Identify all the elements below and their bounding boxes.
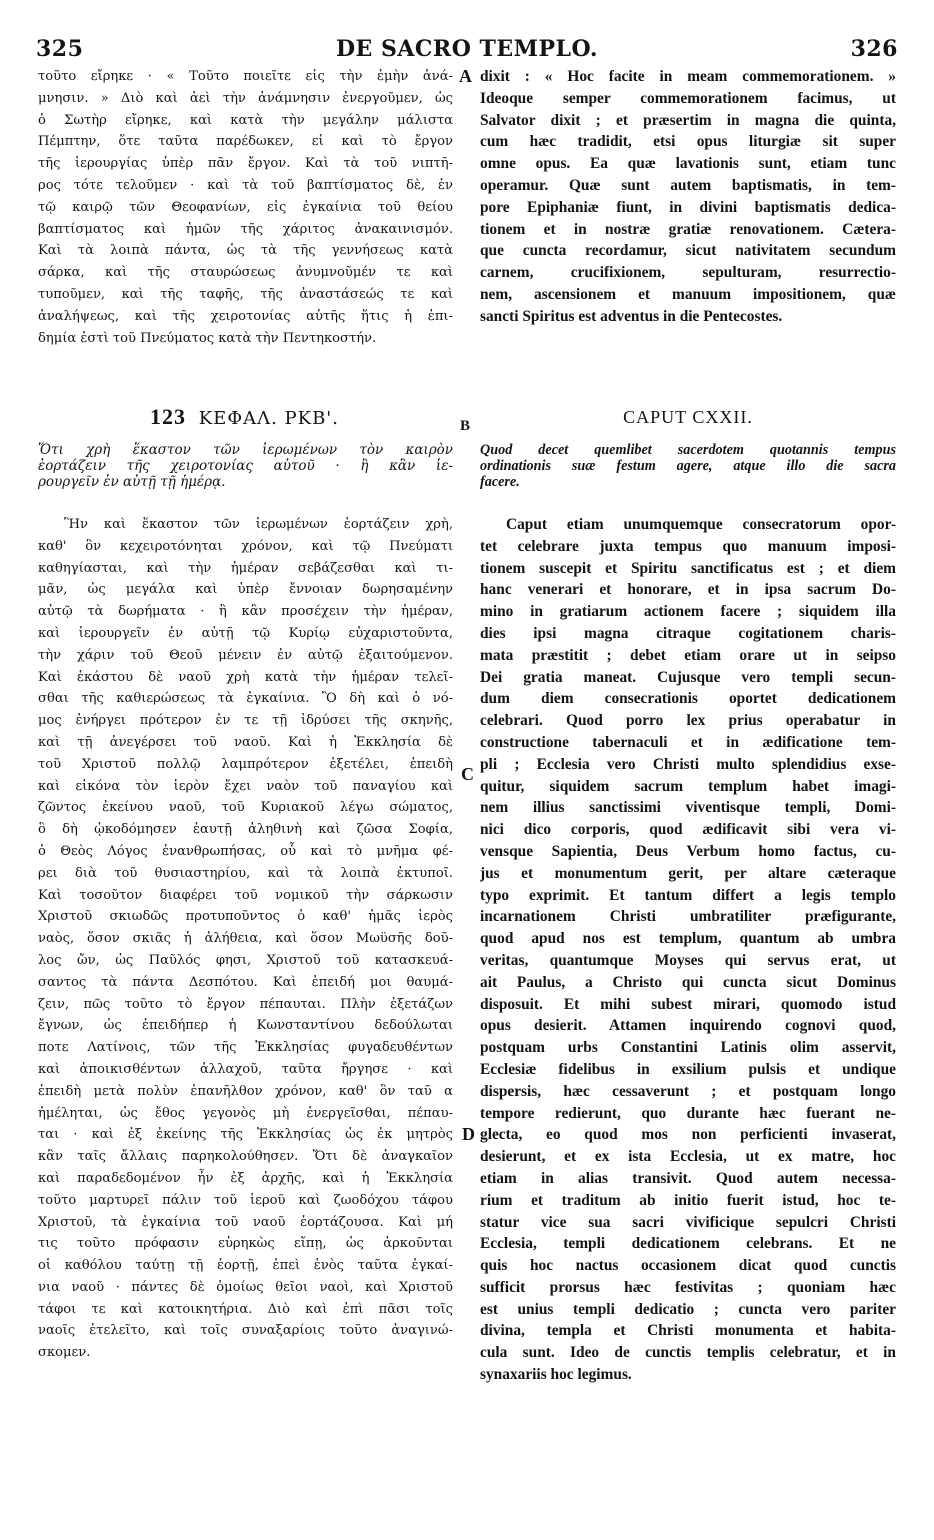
text-line: τάφοι τε καὶ κατοικητήρια. Διὸ καὶ ἐπὶ πᾶσι τοῖς xyxy=(38,1301,453,1317)
margin-letter-b: B xyxy=(460,418,471,434)
text-line: typo exprimit. Et tantum differt a legis templo xyxy=(480,886,896,904)
latin-text-top xyxy=(480,66,896,356)
chapter-number: 123 xyxy=(150,404,186,429)
text-line: σθαι τῆς καθιερώσεως τὰ ἐγκαίνια. Ὃ δὴ καὶ ὁ νό- xyxy=(38,691,453,707)
text-line: καὶ ἀποικισθέντων ἀλλαχοῦ, ταῦτα ἤργησε · καὶ xyxy=(38,1061,453,1077)
text-line: Salvator dixit ; et præsertim in magna die quinta, xyxy=(480,111,896,129)
text-line: opus desierit. Attamen inquirendo cognovi quod, xyxy=(480,1017,896,1035)
text-line: desierunt, et ex ista Ecclesia, ut ex matre, hoc xyxy=(480,1148,896,1166)
text-line: νια ναοῦ · πάντες δὲ ὁμοίως θεῖοι ναοὶ, καὶ Χριστοῦ xyxy=(38,1279,453,1295)
text-line: tet celebrare juxta tempus quo manuum imposi- xyxy=(480,537,896,555)
text-line: que cuncta recordamur, sicut nativitatem secundum xyxy=(480,242,896,260)
chapter-heading-greek xyxy=(150,402,420,432)
text-line: καὶ εἰκόνα τὸν ἱερὸν ἔχει ναὸν τοῦ παναγίου καὶ xyxy=(38,778,453,794)
text-line: ἀναλήψεως, καὶ τῆς χειροτονίας αὐτῆς ἥτις ἡ ἐπι- xyxy=(38,308,453,324)
text-line: carnem, crucifixionem, sepulturam, resurrectio- xyxy=(480,264,896,282)
text-line: nem, ascensionem et manuum impositionem, quæ xyxy=(480,285,896,303)
text-line: σάρκα, καὶ τῆς σταυρώσεως ἀνυμνοῦμέν τε καὶ xyxy=(38,265,453,281)
text-line: constructione tabernaculi et in ædificatione tem- xyxy=(480,733,896,751)
text-line: nem illius sanctissimi viventisque templi, Domi- xyxy=(480,799,896,817)
text-line: sancti Spiritus est adventus in die Pentecostes. xyxy=(480,307,783,325)
text-line: ναοῖς ἐτελεῖτο, καὶ τοῖς συναξαρίοις τοῦτο ἀναγινώ- xyxy=(38,1323,453,1339)
text-line: τοῦτο μαρτυρεῖ πάλιν τοῦ ἱεροῦ καὶ ζωοδόχου τάφου xyxy=(38,1192,453,1208)
text-line: τυποῦμεν, καὶ τῆς ταφῆς, τῆς ἀναστάσεώς τε καὶ xyxy=(38,286,453,302)
summary-line: Ὅτι χρὴ ἕκαστον τῶν ἱερωμένων τὸν καιρὸν xyxy=(38,442,453,458)
text-line: ζῶντος ἐκείνου ναοῦ, τοῦ Κυριακοῦ λέγω σώματος, xyxy=(38,800,453,816)
text-line: disposuit. Et mihi subest mirari, quomodo istud xyxy=(480,995,896,1013)
text-line: cula sunt. Ideo de cunctis templis celebratur, et in xyxy=(480,1344,896,1362)
text-line: ait Paulus, a Christo qui cuncta sicut Dominus xyxy=(480,973,896,991)
text-line: σαντος τὰ πάντα Δεσπότου. Καὶ ἐπειδή μοι θαυμά- xyxy=(38,974,453,990)
text-line: nici dico corporis, quod ædificavit sibi vera vi- xyxy=(480,821,896,839)
text-line: ζειν, πῶς τοῦτο τὸ ἔργον πέπαυται. Πλὴν ἐξετάζων xyxy=(38,996,453,1012)
text-line: Caput etiam unumquemque consecratorum opor- xyxy=(506,516,896,533)
latin-text-main xyxy=(480,514,896,1514)
summary-line: facere. xyxy=(480,474,520,490)
text-line: Πέμπτην, ὅτε ταῦτα παρέδωκεν, εἰ καὶ τὸ ἔργον xyxy=(38,134,453,150)
text-line: δημία ἐστὶ τοῦ Πνεύματος κατὰ τὴν Πεντηκοστήν. xyxy=(38,330,377,346)
text-line: est unius templi dedicatio ; cuncta vero pariter xyxy=(480,1300,896,1318)
text-line: quitur, siquidem sacrum templum habet imagi- xyxy=(480,777,896,795)
chapter-title-greek: ΚΕΦΑΛ. ΡΚΒ'. xyxy=(198,408,339,429)
text-line: ὃ δὴ ᾠκοδόμησεν ἑαυτῇ ἀληθινὴ καὶ ζῶσα Σοφία, xyxy=(38,822,453,838)
text-line: ρος τότε τελοῦμεν · καὶ τὰ τοῦ βαπτίσματος δὲ, ἐν xyxy=(38,177,453,193)
text-line: τῷ καιρῷ τῶν Θεοφανίων, εἰς ἐγκαίνια τοῦ θείου xyxy=(38,199,453,215)
text-line: καθ' ὃν κεχειροτόνηται χρόνον, καὶ τῷ Πνεύματι xyxy=(38,538,453,554)
text-line: ρει διὰ τοῦ θυσιαστηρίου, καὶ τὰ λοιπὰ ἐκτυποῖ. xyxy=(38,865,453,881)
text-line: Dei gratia maneat. Cujusque vero templi secun- xyxy=(480,668,896,686)
text-line: τοῦ Χριστοῦ πολλῷ λαμπρότερον ἐξετέλει, ἐπειδὴ xyxy=(38,756,453,772)
text-line: λος ὤν, ὡς Παῦλός φησι, Χριστοῦ τοῦ κατασκευά- xyxy=(38,952,453,968)
text-line: ὁ Θεὸς Λόγος ἐνανθρωπήσας, οὗ καὶ τὸ μνῆμα φέ- xyxy=(38,843,453,859)
text-line: glecta, eo quod mos non perficienti invaserat, xyxy=(480,1126,896,1144)
text-line: pli ; Ecclesia vero Christi multo splendidius exse- xyxy=(480,755,896,773)
text-line: cum hæc tradidit, etsi opus liturgiæ sit super xyxy=(480,133,896,151)
summary-line: ρουργεῖν ἐν αὐτῇ τῇ ἡμέρᾳ. xyxy=(38,474,226,490)
text-line: veritas, quantumque Moyses qui servus erat, ut xyxy=(480,951,896,969)
text-line: Ideoque semper commemorationem facimus, ut xyxy=(480,89,896,107)
text-line: mata præstitit ; debet etiam orare ut in seipso xyxy=(480,646,896,664)
text-line: ἔγνων, ὡς ἐπειδήπερ ἡ Κωνσταντίνου δεδούλωται xyxy=(38,1018,453,1034)
text-line: tionem suscepit et Spiritu sanctificatus est ; et diem xyxy=(480,559,896,577)
text-line: μνησιν. » Διὸ καὶ ἀεὶ τὴν ἀνάμνησιν ἐνεργοῦμεν, ὡς xyxy=(38,90,453,106)
text-line: quod apud nos est templum, quantum ab umbra xyxy=(480,930,896,948)
text-line: hanc venerari et honorare, et in ipsa sacrum Do- xyxy=(480,581,896,599)
page-header xyxy=(36,36,898,66)
margin-letter-d: D xyxy=(462,1124,475,1144)
text-line: tempore redierunt, quo durante hæc fuerant ne- xyxy=(480,1104,896,1122)
text-line: rium et traditum ab initio fuerit istud, hoc te- xyxy=(480,1191,896,1209)
margin-letter-a: A xyxy=(459,66,472,86)
text-line: Καὶ τοσοῦτον διαφέρει τοῦ νομικοῦ τὴν σάρκωσιν xyxy=(38,887,453,903)
text-line: καὶ τῇ ἀνεγέρσει τοῦ ναοῦ. Καὶ ἡ Ἐκκλησία δὲ xyxy=(38,734,453,750)
text-line: τῆς ἱερουργίας ὑπὲρ πᾶν ἔργον. Καὶ τὰ τοῦ νιπτῆ- xyxy=(38,156,453,172)
greek-text-main xyxy=(38,514,453,1514)
text-line: ναὸς, ὅσον σκιᾶς ἡ ἀλήθεια, καὶ ὅσον Μωϋσῆς δοῦ- xyxy=(38,931,453,947)
text-line: mino in gratiarum actionem facere ; siquidem illa xyxy=(480,603,896,621)
chapter-heading-latin: CAPUT CXXII. xyxy=(623,407,753,427)
text-line: ποτε Λατίνοις, τῶν τῆς Ἐκκλησίας φυγαδευθέντων xyxy=(38,1040,453,1056)
text-line: Χριστοῦ, τὰ ἐγκαίνια τοῦ ναοῦ ἑορτάζουσα. Καὶ μή xyxy=(38,1214,453,1230)
chapter-summary-latin xyxy=(480,442,896,506)
text-line: etiam in alias transivit. Quod autem necessa- xyxy=(480,1169,896,1187)
text-line: vensque Sapientia, Deus Verbum homo factus, cu- xyxy=(480,842,896,860)
text-line: τις τοῦτο πρόφασιν εὑρηκὼς εἴπῃ, ὡς ἀρκοῦνται xyxy=(38,1236,453,1252)
text-line: celebrari. Quod porro lex prius operabatur in xyxy=(480,712,896,730)
text-line: σκομεν. xyxy=(38,1345,91,1361)
text-line: postquam urbs Constantini Latinis olim asservit, xyxy=(480,1039,896,1057)
page-number-right: 326 xyxy=(850,36,898,62)
text-line: μος ἐνήργει πρότερον ἐν τε τῇ ἱδρύσει τῆς σκηνῆς, xyxy=(38,713,453,729)
text-line: statur vice sua sacri vivificique sepulcri Christi xyxy=(480,1213,896,1231)
text-line: αὐτῷ τὰ δωρήματα · ἢ κἂν προσέχειν τὴν ἡμέραν, xyxy=(38,604,453,620)
text-line: ται · καὶ ἐξ ἐκείνης τῆς Ἐκκλησίας ὡς ἐκ μητρὸς xyxy=(38,1127,453,1143)
greek-text-top xyxy=(38,66,453,356)
text-line: dispersis, hæc cessaverunt ; et postquam longo xyxy=(480,1082,896,1100)
text-line: καὶ ἱερουργεῖν ἐν αὐτῇ τῷ Κυρίῳ εὐχαριστοῦντα, xyxy=(38,625,453,641)
text-line: ἐπειδὴ μετὰ πολὺν ἐπανῆλθον χρόνον, καθ' ὃν ταῦ α xyxy=(38,1083,453,1099)
text-line: καὶ παραδεδομένον ἦν ἐξ ἀρχῆς, καὶ ἡ Ἐκκλησία xyxy=(38,1170,453,1186)
text-line: Χριστοῦ σκιωδῶς προτυποῦντος ὁ καθ' ἡμᾶς ἱερὸς xyxy=(38,909,453,925)
text-line: dies ipsi magna citraque cogitationem charis- xyxy=(480,624,896,642)
text-line: μᾶν, ὡς μεγάλα καὶ ὑπὲρ ἔννοιαν δωρησαμένην xyxy=(38,582,453,598)
text-line: divina, templa et Christi monumenta et habita- xyxy=(480,1322,896,1340)
text-line: sufficit prorsus hæc festivitas ; quoniam hæc xyxy=(480,1278,896,1296)
summary-line: ἑορτάζειν τῆς χειροτονίας αὐτοῦ · ἢ κἂν ἱε- xyxy=(38,458,453,474)
text-line: ἠμέληται, ὡς ἔθος γεγονὸς μὴ ἐνεργεῖσθαι, πέπαυ- xyxy=(38,1105,453,1121)
text-line: dum diem consecrationis oportet dedicationem xyxy=(480,690,896,708)
text-line: pore Epiphaniæ fiunt, in divini baptismatis dedica- xyxy=(480,198,896,216)
text-line: tionem et in nostræ gratiæ renovationem. Cætera- xyxy=(480,220,896,238)
text-line: οἱ καθόλου ταύτῃ τῇ ἑορτῇ, ἐπεὶ ἑνὸς ταῦτα ἐγκαί- xyxy=(38,1258,453,1274)
summary-line: Quod decet quemlibet sacerdotem quotannis tempus xyxy=(480,442,896,458)
text-line: synaxariis hoc legimus. xyxy=(480,1366,632,1384)
text-line: τὴν χάριν τοῦ Θεοῦ μένειν ἐν αὐτῷ ἐξαιτούμενον. xyxy=(38,647,453,663)
text-line: Ἣν καὶ ἕκαστον τῶν ἱερωμένων ἑορτάζειν χρὴ, xyxy=(64,517,453,532)
text-line: dixit : « Hoc facite in meam commemorationem. » xyxy=(480,68,896,85)
running-title: DE SACRO TEMPLO. xyxy=(335,36,599,62)
text-line: βαπτίσματος καὶ ἡμῶν τῆς χάριτος ἀνακαινισμόν. xyxy=(38,221,453,237)
text-line: incarnationem Christi umbratiliter præfigurante, xyxy=(480,908,896,926)
margin-letter-c: C xyxy=(461,764,474,784)
text-line: καθηγίασται, καὶ τὴν ἡμέραν σεβάζεσθαι καὶ τι- xyxy=(38,560,453,576)
text-line: omne opus. Ea quæ lavationis sunt, etiam tunc xyxy=(480,155,896,173)
text-line: Καὶ τὰ λοιπὰ πάντα, ὡς τὰ τῆς γεννήσεως κατὰ xyxy=(38,243,453,259)
chapter-summary-greek xyxy=(38,442,453,506)
page-number-left: 325 xyxy=(36,36,84,62)
text-line: Ecclesiæ fidelibus in exsilium pulsis et undique xyxy=(480,1060,896,1078)
text-line: jus et monumentum gerit, per altare cæteraque xyxy=(480,864,896,882)
summary-line: ordinationis suæ festum agere, atque illo die sacra xyxy=(480,458,896,474)
text-line: ὁ Σωτὴρ εἴρηκε, καὶ κατὰ τὴν μεγάλην μάλιστα xyxy=(38,112,453,128)
text-line: κἂν ταῖς ἄλλαις παρηκολούθησεν. Ὅτι δὲ ἀναγκαῖον xyxy=(38,1149,453,1165)
text-line: τοῦτο εἴρηκε · « Τοῦτο ποιεῖτε εἰς τὴν ἐμὴν ἀνά- xyxy=(38,69,453,84)
text-line: Ecclesia, templi dedicationem celebrans. Et ne xyxy=(480,1235,896,1253)
text-line: quis hoc nactus occasionem dicat quod cunctis xyxy=(480,1257,896,1275)
text-line: operamur. Quæ sunt autem baptismatis, in tem- xyxy=(480,176,896,194)
text-line: Καὶ ἑκάστου δὲ ναοῦ χρὴ κατὰ τὴν ἡμέραν τελεῖ- xyxy=(38,669,453,685)
